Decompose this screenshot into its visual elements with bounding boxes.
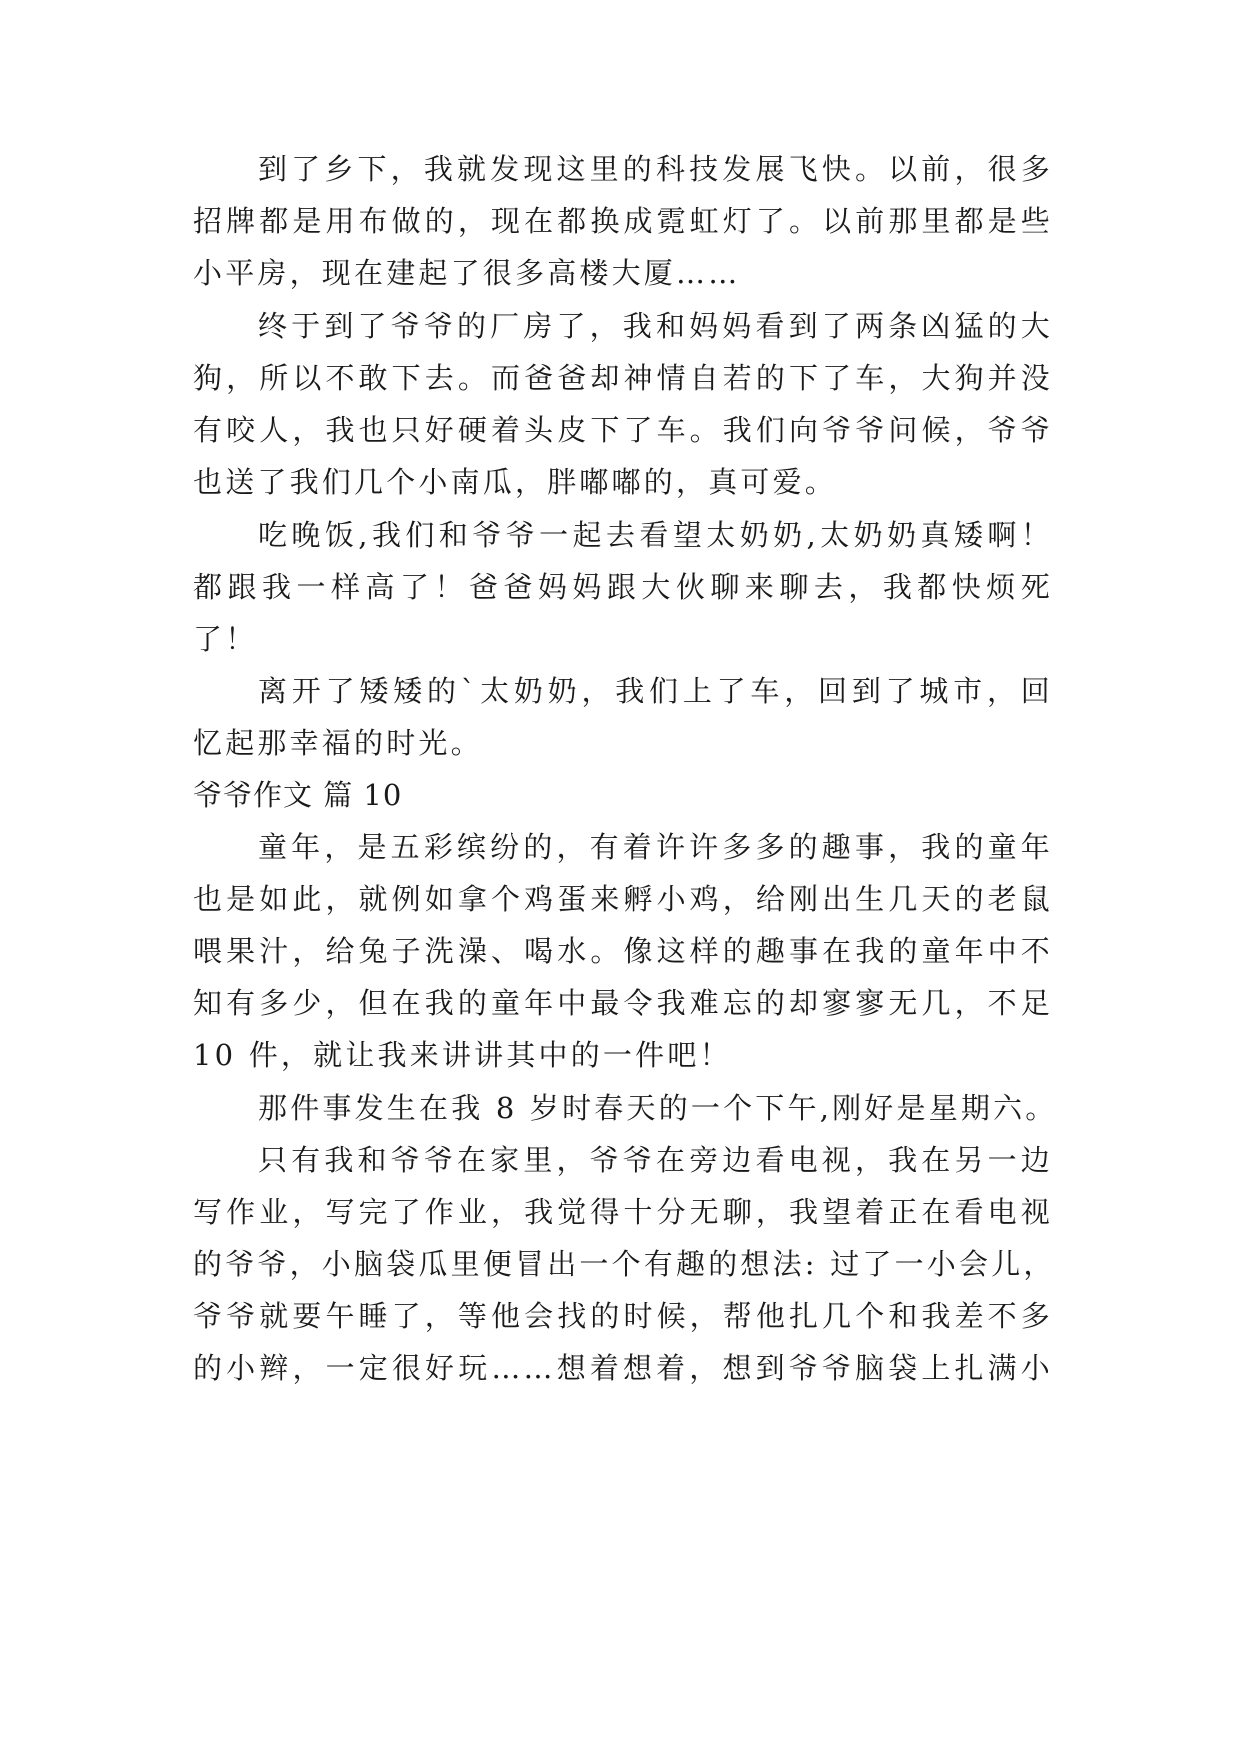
text-line: 都跟我一样高了！爸爸妈妈跟大伙聊来聊去，我都快烦死 (193, 570, 1053, 604)
text-line: 也送了我们几个小南瓜，胖嘟嘟的，真可爱。 (193, 465, 838, 499)
text-line: 爷爷就要午睡了，等他会找的时候，帮他扎几个和我差不多 (193, 1299, 1053, 1333)
section-heading: 爷爷作文 篇 10 (193, 778, 403, 812)
text-line: 只有我和爷爷在家里，爷爷在旁边看电视，我在另一边 (258, 1143, 1053, 1177)
text-line: 离开了矮矮的`太奶奶，我们上了车，回到了城市，回 (258, 674, 1053, 708)
text-line: 终于到了爷爷的厂房了，我和妈妈看到了两条凶猛的大 (258, 309, 1053, 343)
text-line: 有咬人，我也只好硬着头皮下了车。我们向爷爷问候，爷爷 (193, 413, 1053, 447)
text-line: 10 件，就让我来讲讲其中的一件吧！ (193, 1038, 732, 1072)
text-line: 童年，是五彩缤纷的，有着许许多多的趣事，我的童年 (258, 830, 1053, 864)
text-line: 喂果汁，给兔子洗澡、喝水。像这样的趣事在我的童年中不 (193, 934, 1053, 968)
text-line: 了！ (193, 622, 258, 656)
text-line: 吃晚饭,我们和爷爷一起去看望太奶奶,太奶奶真矮啊！ (258, 518, 1053, 552)
text-line: 写作业，写完了作业，我觉得十分无聊，我望着正在看电视 (193, 1195, 1053, 1229)
text-line: 狗，所以不敢下去。而爸爸却神情自若的下了车，大狗并没 (193, 361, 1053, 395)
text-line: 忆起那幸福的时光。 (193, 726, 483, 760)
text-line: 知有多少，但在我的童年中最令我难忘的却寥寥无几，不足 (193, 986, 1053, 1020)
text-line: 那件事发生在我 8 岁时春天的一个下午,刚好是星期六。 (258, 1091, 1058, 1125)
text-line: 的小辫，一定很好玩……想着想着，想到爷爷脑袋上扎满小 (193, 1351, 1053, 1385)
text-line: 小平房，现在建起了很多高楼大厦…… (193, 256, 741, 290)
text-line: 也是如此，就例如拿个鸡蛋来孵小鸡，给刚出生几天的老鼠 (193, 882, 1053, 916)
text-line: 招牌都是用布做的，现在都换成霓虹灯了。以前那里都是些 (193, 204, 1053, 238)
text-line: 到了乡下，我就发现这里的科技发展飞快。以前，很多 (258, 152, 1053, 186)
text-line: 的爷爷，小脑袋瓜里便冒出一个有趣的想法: 过了一小会儿， (193, 1247, 1056, 1281)
